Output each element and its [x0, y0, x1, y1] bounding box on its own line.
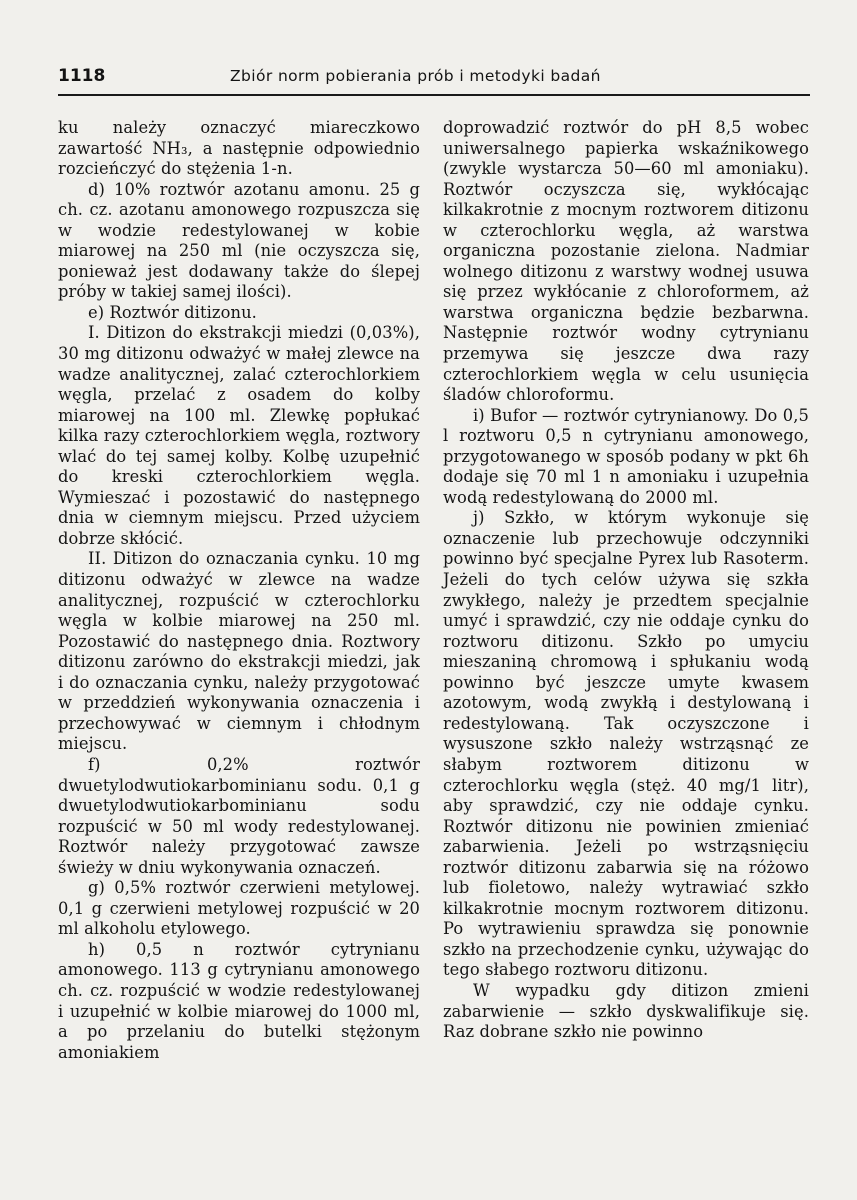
- paragraph: i) Bufor — roztwór cytrynianowy. Do 0,5 l roztworu 0,5 n cytrynianu amonowego, przygotowanego w sposób podany w pkt 6h dodaje się 70 ml 1 n amoniaku i uzupełnia wodą redestylowaną do 2000 ml.: [443, 405, 809, 507]
- paragraph: doprowadzić roztwór do pH 8,5 wobec uniwersalnego papierka wskaźnikowego (zwykle wystarcza 50—60 ml amoniaku). Roztwór oczyszcza się, wykłócając kilkakrotnie z mocnym roztworem ditizonu w czterochlorku węgla, aż warstwa organiczna pozostanie zielona. Nadmiar wolnego ditizonu z warstwy wodnej usuwa się przez wykłócanie z chloroformem, aż warstwa organiczna będzie bezbarwna. Następnie roztwór wodny cytrynianu przemywa się jeszcze dwa razy czterochlorkiem węgla w celu usunięcia śladów chloroformu.: [443, 118, 809, 405]
- left-column: [58, 118, 420, 1063]
- paragraph: II. Ditizon do oznaczania cynku. 10 mg ditizonu odważyć w zlewce na wadze analitycznej, rozpuścić w czterochlorku węgla w kolbie miarowej na 250 ml. Pozostawić do następnego dnia. Roztwory ditizonu zarówno do ekstrakcji miedzi, jak i do oznaczania cynku, należy przygotować w przeddzień wykonywania oznaczenia i przechowywać w ciemnym i chłodnym miejscu.: [58, 549, 420, 754]
- paragraph: j) Szkło, w którym wykonuje się oznaczenie lub przechowuje odczynniki powinno być specjalne Pyrex lub Rasoterm. Jeżeli do tych celów używa się szkła zwykłego, należy je przedtem specjalnie umyć i sprawdzić, czy nie oddaje cynku do roztworu ditizonu. Szkło po umyciu mieszaniną chromową i spłukaniu wodą powinno być jeszcze umyte kwasem azotowym, wodą zwykłą i destylowaną i redestylowaną. Tak oczyszczone i wysuszone szkło należy wstrząsnąć ze słabym roztworem ditizonu w czterochlorku węgla (stęż. 40 mg/1 litr), aby sprawdzić, czy nie oddaje cynku. Roztwór ditizonu nie powinien zmieniać zabarwienia. Jeżeli po wstrząsnięciu roztwór ditizonu zabarwia się na różowo lub fioletowo, należy wytrawiać szkło kilkakrotnie mocnym roztworem ditizonu. Po wytrawieniu sprawdza się ponownie szkło na przechodzenie cynku, używając do tego słabego roztworu ditizonu.: [443, 508, 809, 980]
- paragraph: g) 0,5% roztwór czerwieni metylowej. 0,1 g czerwieni metylowej rozpuścić w 20 ml alkoholu etylowego.: [58, 878, 420, 939]
- paragraph: I. Ditizon do ekstrakcji miedzi (0,03%), 30 mg ditizonu odważyć w małej zlewce na wadze analitycznej, zalać czterochlorkiem węgla, przelać z osadem do kolby miarowej na 100 ml. Zlewkę popłukać kilka razy czterochlorkiem węgla, roztwory wlać do tej samej kolby. Kolbę uzupełnić do kreski czterochlorkiem węgla. Wymieszać i pozostawić do następnego dnia w ciemnym miejscu. Przed użyciem dobrze skłócić.: [58, 323, 420, 548]
- paragraph: W wypadku gdy ditizon zmieni zabarwienie — szkło dyskwalifikuje się. Raz dobrane szkło nie powinno: [443, 980, 809, 1042]
- paragraph: f) 0,2% roztwór dwuetylodwutiokarbominianu sodu. 0,1 g dwuetylodwutiokarbominianu sodu rozpuścić w 50 ml wody redestylowanej. Roztwór należy przygotować zawsze świeży w dniu wykonywania oznaczeń.: [58, 754, 420, 877]
- paragraph: ku należy oznaczyć miareczkowo zawartość NH₃, a następnie odpowiednio rozcieńczyć do stężenia 1-n.: [58, 118, 420, 179]
- running-head: Zbiór norm pobierania prób i metodyki badań: [230, 67, 601, 85]
- paragraph: d) 10% roztwór azotanu amonu. 25 g ch. cz. azotanu amonowego rozpuszcza się w wodzie redestylowanej w kobie miarowej na 250 ml (nie oczyszcza się, ponieważ jest dodawany także do ślepej próby w takiej samej ilości).: [58, 179, 420, 302]
- page-header: [58, 58, 810, 96]
- paragraph: e) Roztwór ditizonu.: [88, 302, 257, 322]
- paragraph: h) 0,5 n roztwór cytrynianu amonowego. 113 g cytrynianu amonowego ch. cz. rozpuścić w wodzie redestylowanej i uzupełnić w kolbie miarowej do 1000 ml, a po przelaniu do butelki stężonym amoniakiem: [58, 939, 420, 1062]
- right-column: [443, 118, 809, 1043]
- page-number: 1118: [58, 66, 106, 86]
